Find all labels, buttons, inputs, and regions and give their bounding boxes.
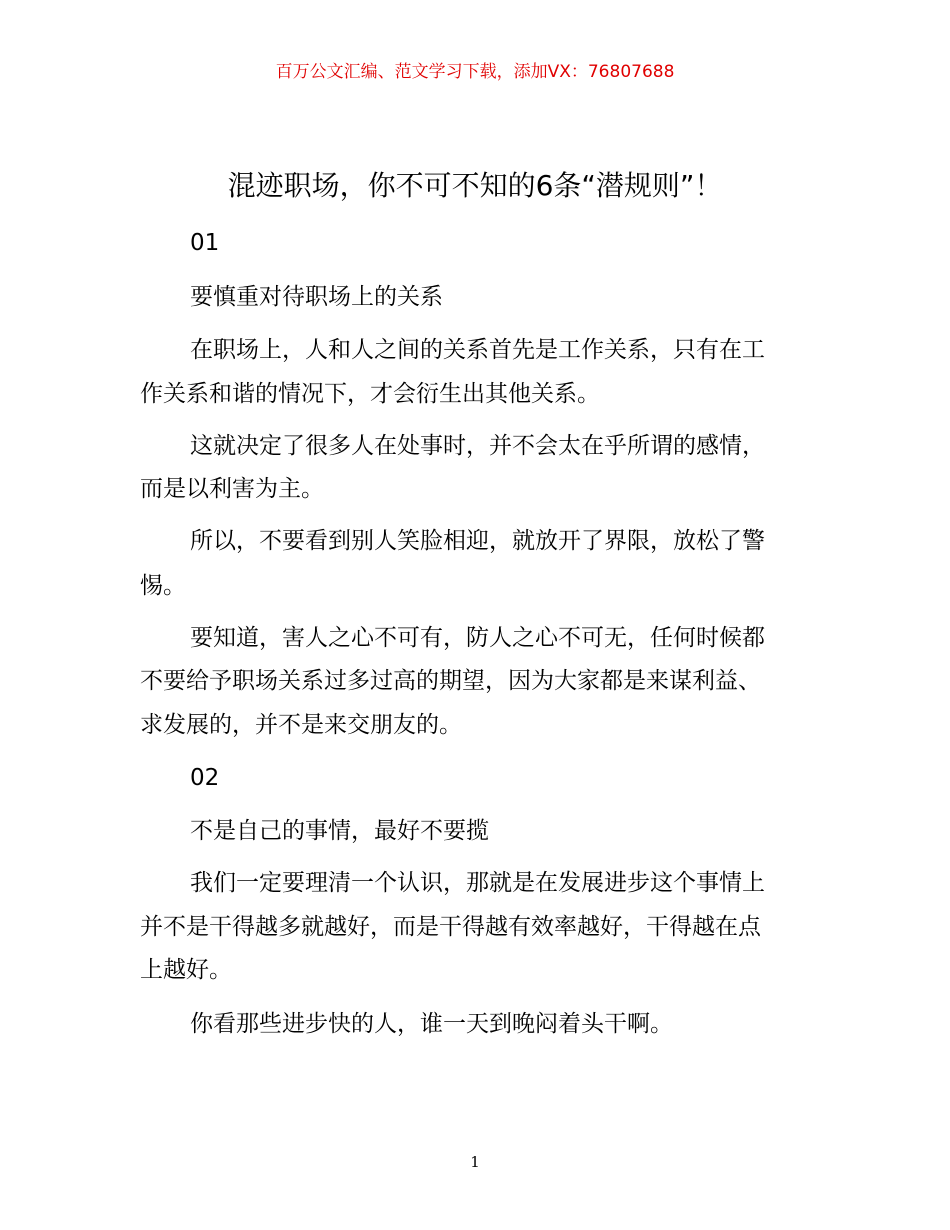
paragraph-line: 上越好。 [140, 957, 232, 983]
paragraph-line: 在职场上，人和人之间的关系首先是工作关系，只有在工 [190, 337, 765, 363]
page-number: 1 [470, 1153, 480, 1171]
paragraph-line: 并不是干得越多就越好，而是干得越有效率越好，干得越在点 [140, 914, 761, 940]
paragraph-line: 所以，不要看到别人笑脸相迎，就放开了界限，放松了警 [190, 528, 765, 554]
paragraph-line: 求发展的，并不是来交朋友的。 [140, 712, 462, 738]
section-heading: 要慎重对待职场上的关系 [190, 284, 443, 310]
paragraph-line: 惕。 [140, 573, 186, 599]
paragraph-line: 要知道，害人之心不可有，防人之心不可无，任何时候都 [190, 625, 765, 651]
paragraph-line: 我们一定要理清一个认识，那就是在发展进步这个事情上 [190, 870, 765, 896]
paragraph-line: 这就决定了很多人在处事时，并不会太在乎所谓的感情， [190, 433, 765, 459]
section-heading: 不是自己的事情，最好不要揽 [190, 818, 489, 844]
paragraph-line: 作关系和谐的情况下，才会衍生出其他关系。 [140, 381, 600, 407]
paragraph-line: 不要给予职场关系过多过高的期望，因为大家都是来谋利益、 [140, 668, 761, 694]
paragraph-line: 你看那些进步快的人，谁一天到晚闷着头干啊。 [190, 1011, 673, 1037]
watermark-header: 百万公文汇编、范文学习下载，添加VX：76807688 [275, 62, 675, 82]
section-number: 01 [190, 230, 220, 256]
document-title: 混迹职场，你不可不知的6条“潜规则”！ [227, 169, 723, 202]
paragraph-line: 而是以利害为主。 [140, 476, 324, 502]
section-number: 02 [190, 765, 220, 791]
